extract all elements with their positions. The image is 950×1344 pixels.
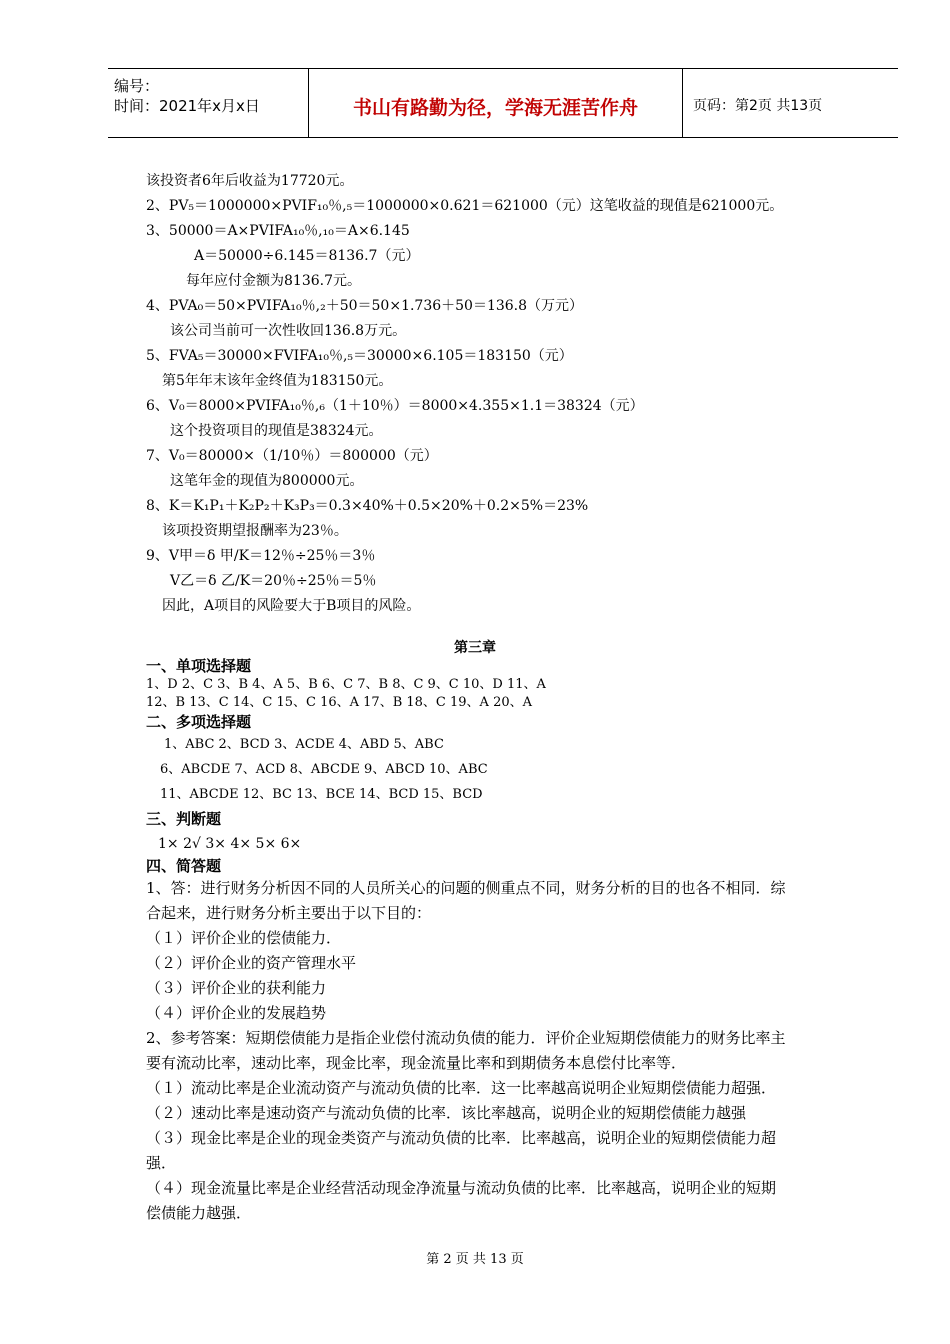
calc-line: 该投资者6年后收益为17720元。 (146, 173, 354, 189)
header-left-cell (108, 69, 309, 137)
answer-line: 1、ABC 2、BCD 3、ACDE 4、ABD 5、ABC (164, 737, 444, 752)
calc-line: 6、V₀＝8000×PVIFA₁₀％,₆（1＋10％）＝8000×4.355×1.1＝38324（元） (146, 398, 644, 414)
calc-line: 3、50000＝A×PVIFA₁₀％,₁₀＝A×6.145 (146, 223, 410, 239)
answer-text-line: （３）现金比率是企业的现金类资产与流动负债的比率．比率越高，说明企业的短期偿债能力超 (146, 1129, 777, 1147)
answer-text-line: （３）评价企业的获利能力 (146, 979, 327, 997)
answer-text-line: （４）现金流量比率是企业经营活动现金净流量与流动负债的比率．比率越高，说明企业的短期 (146, 1179, 777, 1197)
answer-text-line: （２）评价企业的资产管理水平 (146, 954, 357, 972)
calc-line: 该项投资期望报酬率为23％。 (162, 523, 348, 539)
calc-line: 第5年年末该年金终值为183150元。 (162, 373, 393, 389)
calc-line: 因此，A项目的风险要大于B项目的风险。 (162, 598, 421, 614)
answer-text-line: 1、答：进行财务分析因不同的人员所关心的问题的侧重点不同，财务分析的目的也各不相同．综 (146, 879, 786, 897)
page-footer: 第 2 页 共 13 页 (426, 1252, 524, 1267)
answer-text-line: （１）评价企业的偿债能力． (146, 929, 342, 947)
calc-line: 这笔年金的现值为800000元。 (170, 473, 364, 489)
answer-line: 1、D 2、C 3、B 4、A 5、B 6、C 7、B 8、C 9、C 10、D 11、A (146, 677, 546, 692)
calc-line: 7、V₀＝80000×（1/10％）＝800000（元） (146, 448, 438, 464)
calc-line: 8、K＝K₁P₁＋K₂P₂＋K₃P₃＝0.3×40%＋0.5×20%＋0.2×5%＝23% (146, 498, 589, 514)
answer-line: 1× 2√ 3× 4× 5× 6× (158, 836, 302, 852)
header-center-cell (309, 69, 683, 137)
answer-line: 6、ABCDE 7、ACD 8、ABCDE 9、ABCD 10、ABC (160, 762, 488, 777)
answer-line: 12、B 13、C 14、C 15、C 16、A 17、B 18、C 19、A 20、A (146, 695, 532, 710)
section-title-true-false: 三、判断题 (146, 810, 222, 828)
answer-line: 11、ABCDE 12、BC 13、BCE 14、BCD 15、BCD (160, 787, 483, 802)
answer-text-line: （４）评价企业的发展趋势 (146, 1004, 327, 1022)
answer-text-line: 强． (146, 1154, 177, 1172)
calc-line: A＝50000÷6.145＝8136.7（元） (194, 248, 420, 264)
document-number: 编号： (114, 77, 160, 95)
calc-line: V乙＝δ 乙/K＝20％÷25％＝5％ (170, 573, 377, 589)
answer-text-line: （１）流动比率是企业流动资产与流动负债的比率．这一比率越高说明企业短期偿债能力超强． (146, 1079, 777, 1097)
calc-line: 9、V甲＝δ 甲/K＝12％÷25％＝3％ (146, 548, 376, 564)
calc-line: 每年应付金额为8136.7元。 (186, 273, 361, 289)
document-date: 时间：2021年x月x日 (114, 97, 260, 115)
calc-line: 5、FVA₅＝30000×FVIFA₁₀％,₅＝30000×6.105＝183150（元） (146, 348, 573, 364)
calc-line: 该公司当前可一次性收回136.8万元。 (170, 323, 407, 339)
chapter-title: 第三章 (454, 640, 496, 656)
answer-text-line: 要有流动比率，速动比率，现金比率，现金流量比率和到期债务本息偿付比率等． (146, 1054, 687, 1072)
calc-line: 4、PVA₀＝50×PVIFA₁₀％,₂＋50＝50×1.736＋50＝136.8（万元） (146, 298, 584, 314)
header-motto: 书山有路勤为径，学海无涯苦作舟 (352, 97, 638, 119)
section-title-multiple-choice: 二、多项选择题 (146, 713, 252, 731)
answer-text-line: 2、参考答案：短期偿债能力是指企业偿付流动负债的能力．评价企业短期偿债能力的财务比率主 (146, 1029, 786, 1047)
calc-line: 这个投资项目的现值是38324元。 (170, 423, 383, 439)
answer-text-line: 偿债能力越强． (146, 1204, 252, 1222)
header-right-cell (683, 69, 898, 137)
section-title-single-choice: 一、单项选择题 (146, 657, 252, 675)
calc-line: 2、PV₅＝1000000×PVIF₁₀％,₅＝1000000×0.621＝621000（元）这笔收益的现值是621000元。 (146, 198, 784, 214)
answer-text-line: （２）速动比率是速动资产与流动负债的比率．该比率越高，说明企业的短期偿债能力越强 (146, 1104, 747, 1122)
section-title-short-answer: 四、简答题 (146, 857, 222, 875)
page-header (108, 68, 898, 138)
header-page-number: 页码：第2页 共13页 (693, 98, 823, 114)
answer-text-line: 合起来，进行财务分析主要出于以下目的： (146, 904, 432, 922)
